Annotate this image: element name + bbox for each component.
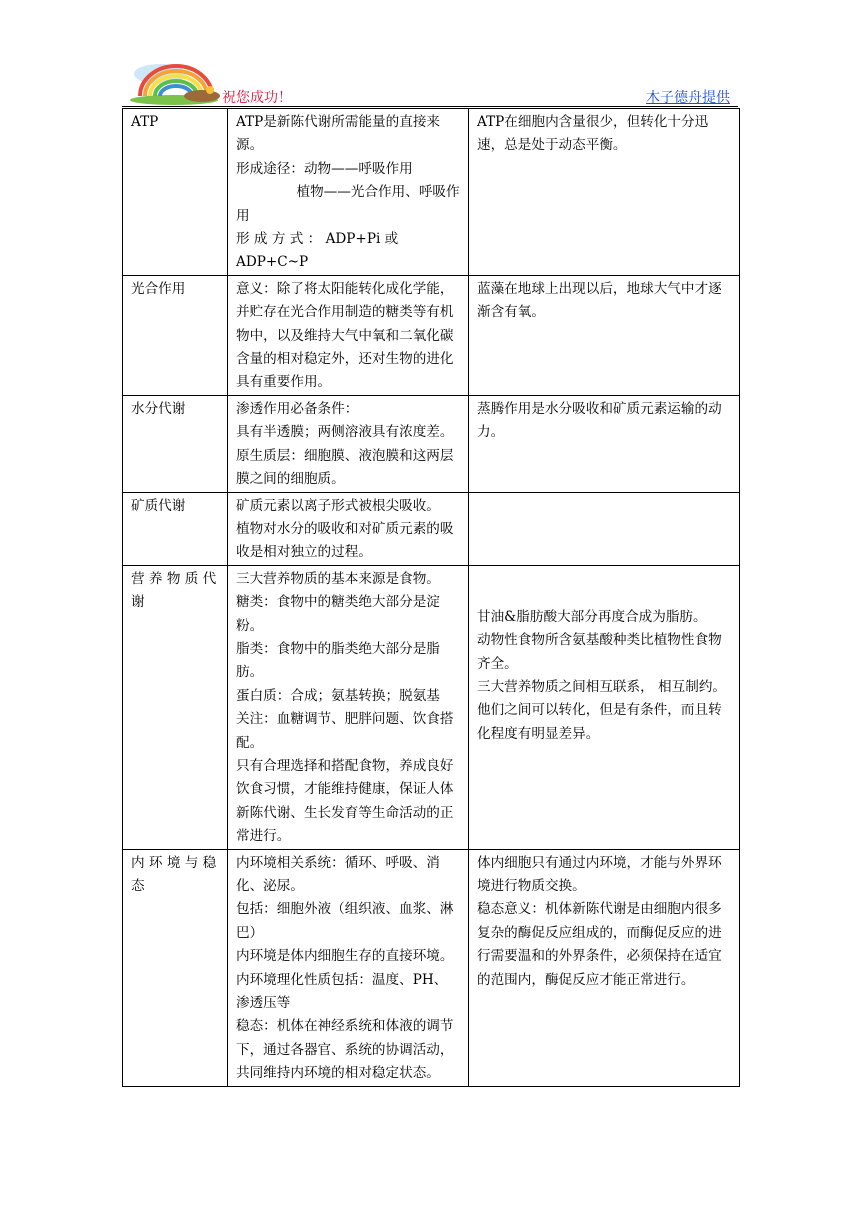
content-cell: 意义：除了将太阳能转化成化学能，并贮存在光合作用制造的糖类等有机物中，以及维持大气中氧和二氧化碳含量的相对稳定外，还对生物的进化具有重要作用。 <box>228 275 469 395</box>
content-cell: 内环境相关系统：循环、呼吸、消化、泌尿。 包括：细胞外液（组织液、血浆、淋巴） 内环境是体内细胞生存的直接环境。 内环境理化性质包括：温度、PH、渗透压等 稳态：机体在神经系统和体液的调节下，通过各器官、系统的协调活动，共同维持内环境的相对稳定状态。 <box>228 849 469 1086</box>
rainbow-logo-icon <box>130 56 226 106</box>
table-row <box>123 109 740 276</box>
topic-cell: ATP <box>123 109 228 276</box>
table-row <box>123 565 740 849</box>
table-row <box>123 849 740 1086</box>
page-header <box>122 56 738 108</box>
topic-cell: 光合作用 <box>123 275 228 395</box>
topic-cell: 营 养 物 质 代谢 <box>123 565 228 849</box>
content-cell: ATP是新陈代谢所需能量的直接来源。 形成途径：动物——呼吸作用 植物——光合作用、呼吸作用 形 成 方 式 ： ADP+Pi 或ADP+C~P <box>228 109 469 276</box>
notes-cell: 蓝藻在地球上出现以后，地球大气中才逐渐含有氧。 <box>469 275 740 395</box>
header-divider <box>122 106 738 107</box>
notes-cell: 蒸腾作用是水分吸收和矿质元素运输的动力。 <box>469 395 740 492</box>
notes-cell: 体内细胞只有通过内环境，才能与外界环境进行物质交换。 稳态意义：机体新陈代谢是由细胞内很多复杂的酶促反应组成的，而酶促反应的进行需要温和的外界条件，必须保持在适宜的范围内，酶促反应才能正常进行。 <box>469 849 740 1086</box>
provider-link[interactable]: 木子德舟提供 <box>646 90 730 106</box>
content-cell: 三大营养物质的基本来源是食物。 糖类：食物中的糖类绝大部分是淀粉。 脂类：食物中的脂类绝大部分是脂肪。 蛋白质：合成；氨基转换；脱氨基 关注：血糖调节、肥胖问题、饮食搭配。 只有合理选择和搭配食物，养成良好饮食习惯，才能维持健康，保证人体新陈代谢、生长发育等生命活动的正常进行。 <box>228 565 469 849</box>
topic-cell: 矿质代谢 <box>123 492 228 565</box>
summary-table <box>122 108 740 1087</box>
table-row <box>123 492 740 565</box>
topic-cell: 水分代谢 <box>123 395 228 492</box>
table-row <box>123 395 740 492</box>
topic-cell: 内 环 境 与 稳态 <box>123 849 228 1086</box>
notes-cell: ATP在细胞内含量很少，但转化十分迅速，总是处于动态平衡。 <box>469 109 740 276</box>
table-row <box>123 275 740 395</box>
notes-cell: 甘油&脂肪酸大部分再度合成为脂肪。 动物性食物所含氨基酸种类比植物性食物齐全。 三大营养物质之间相互联系， 相互制约。他们之间可以转化，但是有条件，而且转化程度有明显差异。 <box>469 565 740 849</box>
notes-cell <box>469 492 740 565</box>
content-cell: 矿质元素以离子形式被根尖吸收。 植物对水分的吸收和对矿质元素的吸收是相对独立的过程。 <box>228 492 469 565</box>
content-cell: 渗透作用必备条件： 具有半透膜；两侧溶液具有浓度差。 原生质层：细胞膜、液泡膜和这两层膜之间的细胞质。 <box>228 395 469 492</box>
wish-text: 祝您成功！ <box>222 90 292 106</box>
